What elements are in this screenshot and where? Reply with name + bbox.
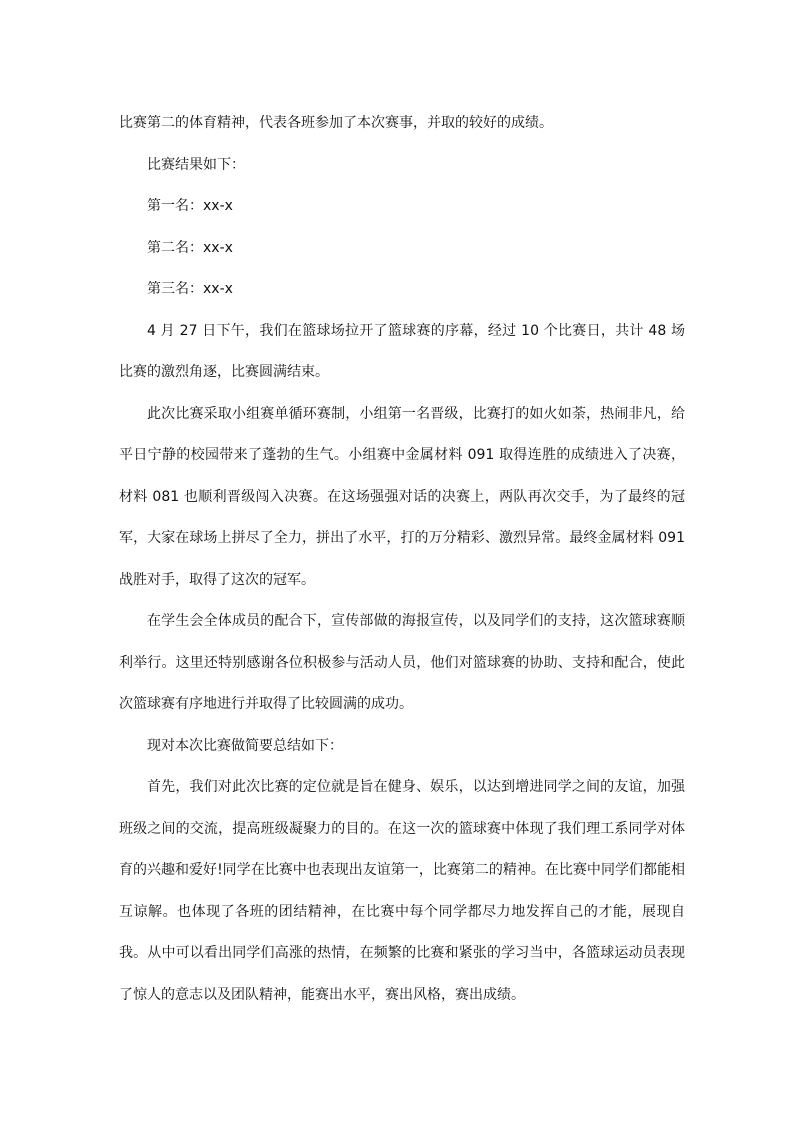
paragraph-second-place: 第二名：xx-x bbox=[147, 239, 233, 256]
paragraph-third-place: 第三名：xx-x bbox=[147, 281, 233, 297]
document-body bbox=[119, 103, 685, 1016]
paragraph-results-heading: 比赛结果如下： bbox=[147, 156, 245, 173]
paragraph-continuation: 比赛第二的体育精神，代表各班参加了本次赛事，并取的较好的成绩。 bbox=[119, 115, 553, 131]
paragraph-acknowledgements: 在学生会全体成员的配合下，宣传部做的海报宣传，以及同学们的支持，这次篮球赛顺利举行。这里还特别感谢各位积极参与活动人员，他们对篮球赛的协助、支持和配合，使此次篮球赛有序地进行并取得了比较圆满的成功。 bbox=[119, 613, 685, 712]
paragraph-summary-heading: 现对本次比赛做简要总结如下： bbox=[147, 737, 343, 754]
paragraph-schedule: 4 月 27 日下午，我们在篮球场拉开了篮球赛的序幕，经过 10 个比赛日，共计 48 场比赛的激烈角逐，比赛圆满结束。 bbox=[119, 322, 685, 380]
paragraph-summary-first: 首先，我们对此次比赛的定位就是旨在健身、娱乐，以达到增进同学之间的友谊，加强班级之间的交流，提高班级凝聚力的目的。在这一次的篮球赛中体现了我们理工系同学对体育的兴趣和爱好!同学在比赛中也表现出友谊第一，比赛第二的精神。在比赛中同学们都能相互谅解。也体现了各班的团结精神，在比赛中每个同学都尽力地发挥自己的才能，展现自我。从中可以看出同学们高涨的热情，在频繁的比赛和紧张的学习当中，各篮球运动员表现了惊人的意志以及团队精神，能赛出水平，赛出风格，赛出成绩。 bbox=[119, 779, 685, 1003]
paragraph-first-place: 第一名：xx-x bbox=[147, 198, 233, 214]
paragraph-competition-format: 此次比赛采取小组赛单循环赛制，小组第一名晋级，比赛打的如火如荼，热闹非凡，给平日宁静的校园带来了蓬勃的生气。小组赛中金属材料 091 取得连胜的成绩进入了决赛，材料 081 也顺利晋级闯入决赛。在这场强强对话的决赛上，两队再次交手，为了最终的冠军，大家在球场上拼尽了全力，拼出了水平，打的万分精彩、激烈异常。最终金属材料 091 战胜对手，取得了这次的冠军。 bbox=[119, 405, 685, 588]
